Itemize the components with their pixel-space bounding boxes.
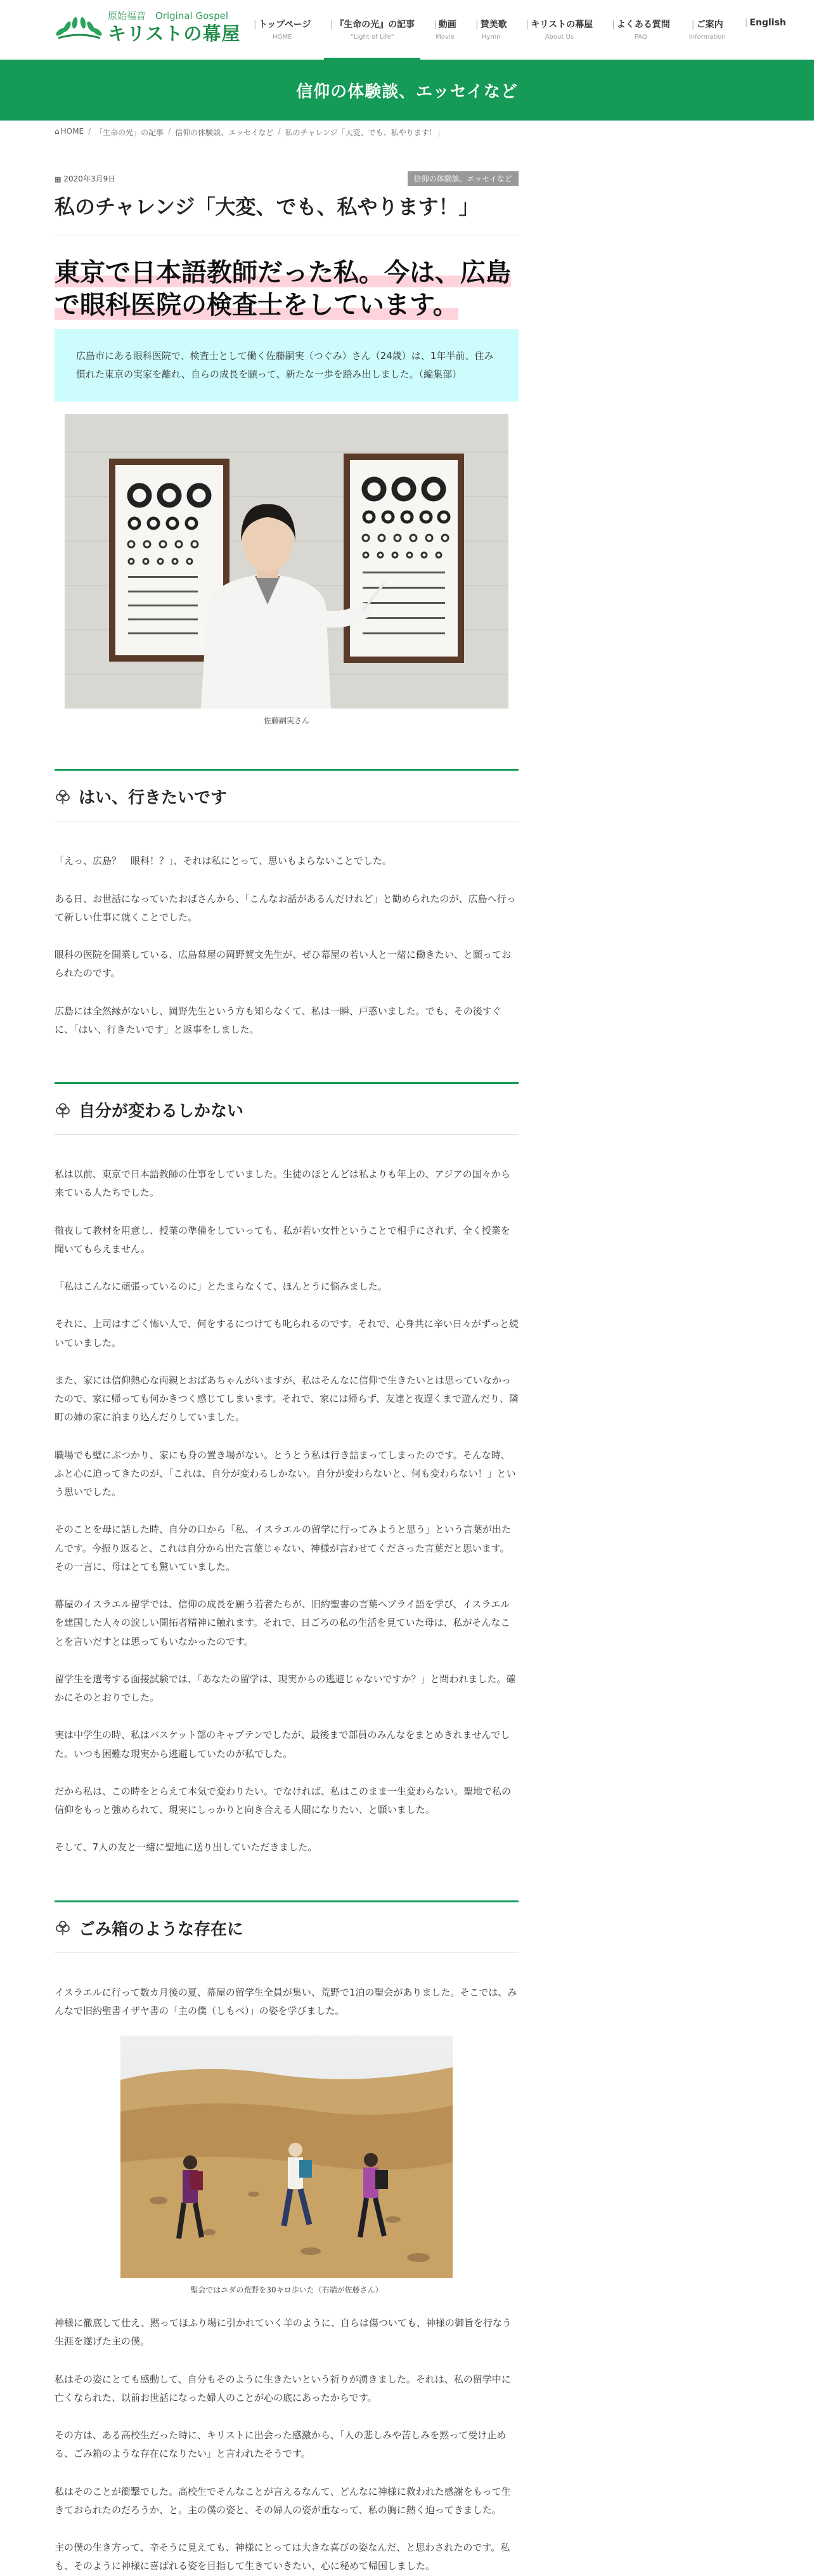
paragraph: 留学生を選考する面接試験では、「あなたの留学は、現実からの逃避じゃないですか？」と問われました。確かにそのとおりでした。 [55,1673,516,1704]
clover-icon [55,1919,71,1936]
photo-caption: 佐藤嗣実さん [263,716,309,726]
paragraph: 職場でも壁にぶつかり、家にも身の置き場がない。とうとう私は行き詰まってしまったのです。そんな時、ふと心に迫ってきたのが、「これは、自分が変わるしかない。自分が変わらないと、何も変わらない！」という思いでした。 [55,1449,516,1498]
breadcrumb-light-of-life[interactable]: 「生命の光」の記事 [95,128,164,137]
nav-faq[interactable]: | よくある質問 FAQ [602,18,680,60]
breadcrumb-separator: / [88,127,91,136]
paragraph: 実は中学生の時、私はバスケット部のキャプテンでしたが、最後まで部員のみんなをまとめきれませんでした。いつも困難な現実から逃避していたのが私でした。 [55,1729,510,1760]
breadcrumb-current: 私のチャレンジ「大変、でも、私やります！」 [285,128,444,137]
category-heading: 信仰の体験談、エッセイなど [296,82,518,101]
lead-line-1: 東京で日本語教師だった私。今は、広島 [55,258,511,287]
paragraph: 幕屋のイスラエル留学では、信仰の成長を願う若者たちが、旧約聖書の言葉ヘブライ語を学び、イスラエルを建国した人々の涙しい開拓者精神に触れます。それで、日ごろの私の生活を見ていた母は、私がそんなことを言いだすとは思ってもいなかったのです。 [55,1599,510,1647]
paragraph: ある日、お世話になっていたおばさんから、「こんなお話があるんだけれど」と勧められたのが、広島へ行って新しい仕事に就くことでした。 [55,892,516,923]
paragraph: そして、7人の友と一緒に聖地に送り出していただきました。 [55,1841,318,1854]
olive-branch-logo-icon [55,13,104,42]
paragraph: そのことを母に話した時、自分の口から「私、イスラエルの留学に行ってみようと思う」という言葉が出たんです。今振り返ると、これは自分から出た言葉じゃない、神様が言わせてくださった言葉だと思います。その一言に、母はとても驚いていました。 [55,1524,511,1572]
nav-light-of-life[interactable]: | 『生命の光』の記事 "Light of Life" [320,18,424,60]
section-1 [55,769,519,1039]
nav-information[interactable]: | ご案内 Information [680,18,735,60]
site-logo[interactable] [55,11,240,43]
paragraph: 神様に徹底して仕え、黙ってほふり場に引かれていく羊のように、自らは傷ついても、神様の御旨を行なう生涯を遂げた主の僕。 [55,2317,512,2348]
paragraph: それに、上司はすごく怖い人で、何をするにつけても叱られるのです。それで、心身共に辛い日々がずっと続いていました。 [55,1318,519,1349]
photo-caption: 聖会ではユダの荒野を30キロ歩いた（右端が佐藤さん） [190,2285,383,2295]
paragraph: 「私はこんなに頑張っているのに」とたまらなくて、ほんとうに悩みました。 [55,1281,387,1293]
breadcrumb-separator: / [278,127,281,136]
category-badge[interactable]: 信仰の体験談、エッセイなど [408,171,519,186]
logo-subtitle: 原始福音 Original Gospel [108,10,228,22]
paragraph: 徹夜して教材を用意し、授業の準備をしていっても、私が若い女性ということで相手にされず、全く授業を聞いてもらえません。 [55,1224,510,1255]
intro-box: 広島市にある眼科医院で、検査士として働く佐藤嗣実（つぐみ）さん（24歳）は、1年半前、住み慣れた東京の実家を離れ、自らの成長を願って、新たな一歩を踏み出しました。（編集部） [55,329,519,402]
nav-english[interactable]: | English [735,18,796,60]
paragraph: 主の僕の生き方って、辛そうに見えても、神様にとっては大きな喜びの姿なんだ、と思わされたのです。私も、そのように神様に喜ばれる姿を目指して生きていきたい、心に秘めて帰国しました。 [55,2542,510,2572]
nav-movie[interactable]: | 動画 Movie [424,18,466,60]
nav-home[interactable]: | トップページ HOME [244,18,320,60]
lead-headline [55,257,519,322]
lead-line-2: で眼科医院の検査士をしています。 [55,290,458,320]
breadcrumb-home[interactable]: ⌂ HOME [55,127,84,138]
site-header [0,0,814,60]
section-2 [55,1082,519,1857]
section-3 [55,1900,519,2576]
section-heading: ごみ箱のような存在に [55,1902,519,1953]
portrait-photo [65,414,508,709]
nav-about-us[interactable]: | キリストの幕屋 About Us [517,18,602,60]
paragraph: イスラエルに行って数カ月後の夏、幕屋の留学生全員が集い、荒野で1泊の聖会がありました。そこでは、みんなで旧約聖書イザヤ書の「主の僕（しもべ）」の姿を学びました。 [55,1986,517,2017]
paragraph: 私は以前、東京で日本語教師の仕事をしていました。生徒のほとんどは私よりも年上の、アジアの国々から来ている人たちでした。 [55,1168,510,1199]
paragraph: 広島には全然縁がないし、岡野先生という方も知らなくて、私は一瞬、戸惑いました。でも、その後すぐに、「はい、行きたいです」と返事をしました。 [55,1005,501,1035]
nav-hymn[interactable]: | 賛美歌 Hymn [466,18,517,60]
paragraph: 「えっ、広島？ 眼科！？」、それは私にとって、思いもよらないことでした。 [55,855,392,867]
page-banner [0,60,814,121]
desert-walk-photo [120,2036,453,2278]
breadcrumb [55,127,444,138]
post-title: 私のチャレンジ「大変、でも、私やります！」 [55,194,519,235]
article [55,171,519,2576]
paragraph: 眼科の医院を開業している、広島幕屋の岡野賀文先生が、ぜひ幕屋の若い人と一緒に働きたい、と願っておられたのです。 [55,949,512,979]
paragraph: その方は、ある高校生だった時に、キリストに出会った感激から、「人の悲しみや苦しみを黙って受け止める、ごみ箱のような存在になりたい」と言われたそうです。 [55,2429,507,2460]
section-heading: 自分が変わるしかない [55,1084,519,1135]
paragraph: 私はその姿にとても感動して、自分もそのように生きたいという祈りが湧きました。それは、私の留学中に亡くなられた、以前お世話になった婦人のことが心の底にあったからです。 [55,2373,511,2403]
paragraph: だから私は、この時をとらえて本気で変わりたい。でなければ、私はこのまま一生変わらない。聖地で私の信仰をもっと強められて、現実にしっかりと向き合える人間になりたい、と願いました。 [55,1785,512,1816]
breadcrumb-category[interactable]: 信仰の体験談、エッセイなど [175,128,274,137]
post-date: ▦ 2020年3月9日 [55,173,115,184]
section-heading: はい、行きたいです [55,771,519,821]
clover-icon [55,1102,71,1118]
logo-title: キリストの幕屋 [108,23,241,44]
breadcrumb-separator: / [168,127,171,136]
paragraph: 私はそのことが衝撃でした。高校生でそんなことが言えるなんて、どんなに神様に救われた感謝をもって生きておられたのだろうか、と。主の僕の姿と、その婦人の姿が重なって、私の胸に熱く迫ってきました。 [55,2485,511,2516]
paragraph: また、家には信仰熱心な両親とおばあちゃんがいますが、私はそんなに信仰で生きたいとは思っていなかったので、家に帰っても何かきつく感じてしまいます。それで、家には帰らず、友達と夜遅くまで遊んだり、隣町の姉の家に泊まり込んだりしていました。 [55,1374,519,1423]
global-nav [244,18,796,60]
clover-icon [55,788,71,805]
